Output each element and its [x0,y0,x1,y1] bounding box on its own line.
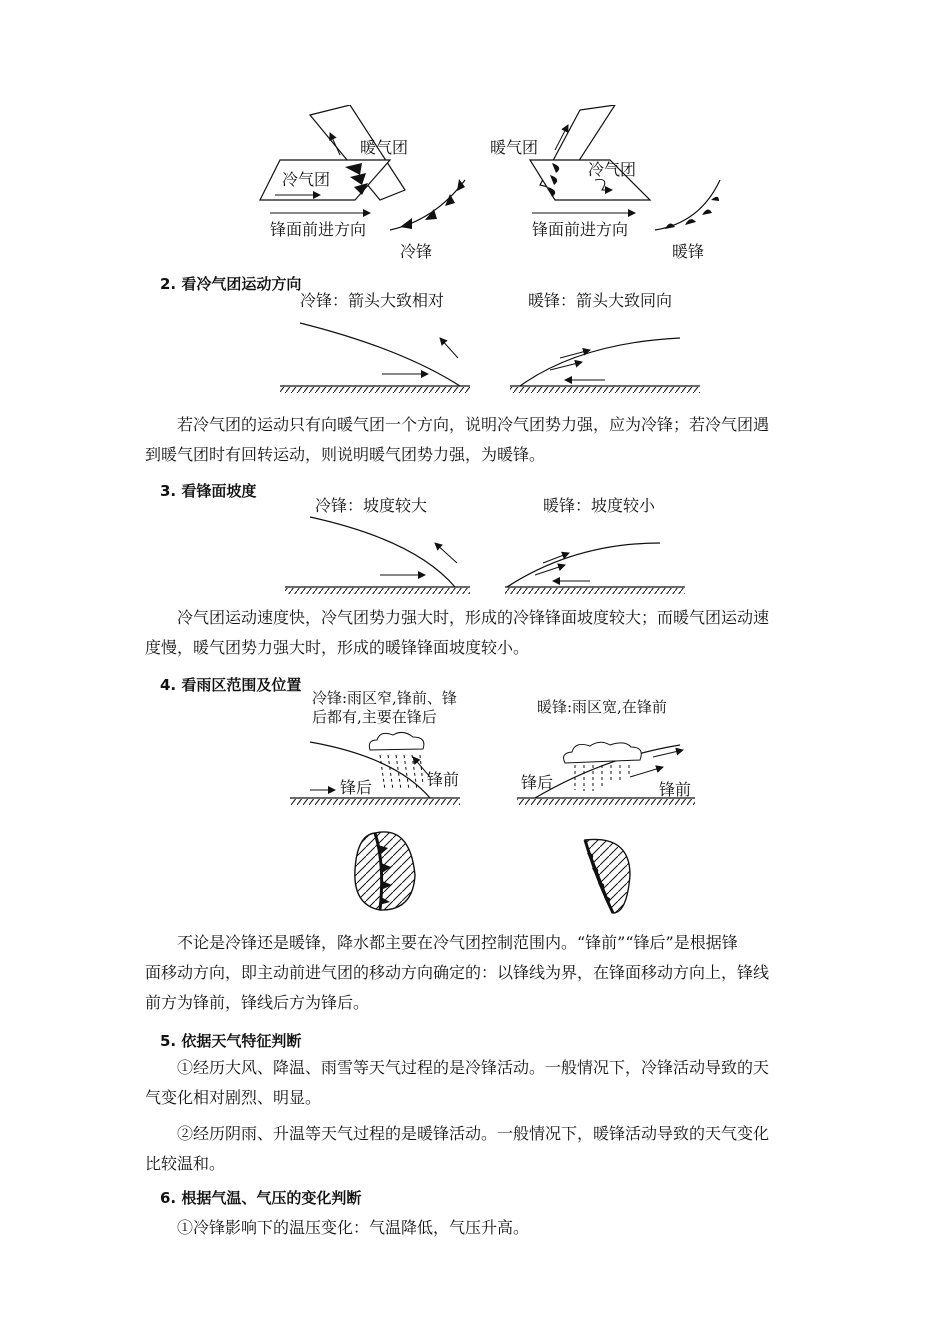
warm-rain-profile [517,742,695,805]
cold-rain-map [355,832,415,910]
cold-rain-profile [290,732,460,805]
direction-label: 锋面前进方向 [270,220,367,239]
direction-label-2: 锋面前进方向 [532,220,629,239]
cold-air-label: 冷气团 [282,170,331,189]
section5-item1: ①经历大风、降温、雨雪等天气过程的是冷锋活动。一般情况下，冷锋活动导致的天 气变化相对剧烈、明显。 [145,1058,770,1107]
cold-slope-profile [285,517,470,594]
section5-heading: 5. 依据天气特征判断 [160,1032,302,1050]
warm-front-profile [510,338,700,393]
section6-item1: ①冷锋影响下的温压变化：气温降低，气压升高。 [177,1218,530,1237]
section5-item2: ②经历阴雨、升温等天气过程的是暖锋活动。一般情况下，暖锋活动导致的天气变化 比较温和。 [145,1124,770,1173]
cold-front-profile [280,323,470,393]
warm-ahead-label: 锋前 [659,780,692,799]
cold-front-label: 冷锋 [400,242,433,261]
rain-zone-diagram [285,685,715,925]
section3-paragraph: 冷气团运动速度快，冷气团势力强大时，形成的冷锋锋面坡度较大；而暖气团运动速 度慢，暖气团势力强大时，形成的暖锋锋面坡度较小。 [145,608,770,657]
front-slope-diagram [285,495,705,597]
warm-air-label: 暖气团 [360,138,409,157]
cold-caption: 冷锋：箭头大致相对 [300,291,445,310]
front-3d-diagram [250,105,730,265]
section4-heading: 4. 看雨区范围及位置 [160,676,302,694]
warm-front-label: 暖锋 [672,242,705,261]
section4-paragraph: 不论是冷锋还是暖锋，降水都主要在冷气团控制范围内。“锋前”“锋后”是根据锋 面移动方向，即主动前进气团的移动方向确定的：以锋线为界，在锋面移动方向上，锋线 前方为锋前，锋线后方为锋后。 [145,933,770,1012]
section6-heading: 6. 根据气温、气压的变化判断 [160,1189,362,1207]
cold-ahead-label: 锋前 [427,770,460,789]
air-direction-diagram [280,288,710,398]
cold-behind-label: 锋后 [340,778,373,797]
cold-slope-caption: 冷锋：坡度较大 [315,496,428,515]
warm-behind-label: 锋后 [521,773,554,792]
cold-rain-caption-1: 冷锋:雨区窄,锋前、锋 [312,689,457,707]
section3-heading: 3. 看锋面坡度 [160,482,257,500]
section2-heading: 2. 看冷气团运动方向 [160,275,302,293]
warm-slope-profile [505,543,685,594]
warm-slope-caption: 暖锋：坡度较小 [543,496,656,515]
cold-air-label-2: 冷气团 [588,160,637,179]
cold-front-3d [260,105,465,261]
section2-paragraph: 若冷气团的运动只有向暖气团一个方向，说明冷气团势力强，应为冷锋；若冷气团遇 到暖气团时有回转运动，则说明暖气团势力强，为暖锋。 [145,415,770,464]
warm-front-3d [490,105,720,261]
cold-rain-caption-2: 后都有,主要在锋后 [312,708,437,726]
warm-air-label-2: 暖气团 [490,138,539,157]
warm-rain-map [585,839,630,913]
warm-rain-caption: 暖锋:雨区宽,在锋前 [537,698,667,716]
warm-caption: 暖锋：箭头大致同向 [528,291,673,310]
